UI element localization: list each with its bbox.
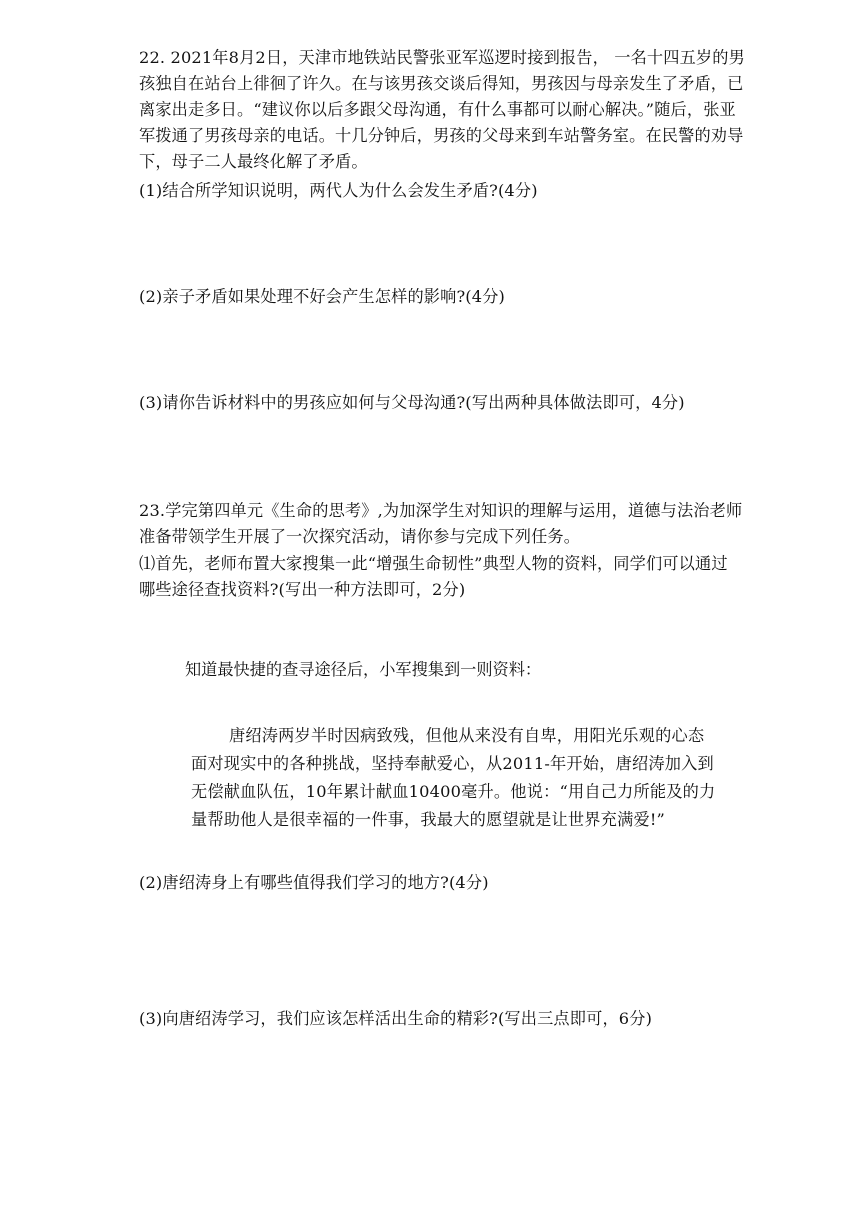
question-22-sub-2 xyxy=(139,284,803,310)
question-23-line-1: 23.学完第四单元《生命的思考》,为加深学生对知识的理解与运用，道德与法治老师 xyxy=(139,501,743,520)
question-23-sub-1 xyxy=(139,551,803,603)
question-23-sub-3 xyxy=(139,1006,803,1032)
question-23-sub-2 xyxy=(139,870,803,896)
material-line-4: 量帮助他人是很幸福的一件事，我最大的愿望就是让世界充满爱!” xyxy=(191,810,666,829)
question-22-sub-2-text: (2)亲子矛盾如果处理不好会产生怎样的影响?(4分) xyxy=(139,287,505,306)
question-22-sub-1-text: (1)结合所学知识说明，两代人为什么会发生矛盾?(4分) xyxy=(139,181,538,200)
material-line-2: 面对现实中的各种挑战，坚持奉献爱心，从2011-年开始，唐绍涛加入到 xyxy=(191,754,714,773)
material-lead-text: 知道最快捷的查寻途径后，小军搜集到一则资料： xyxy=(185,660,542,679)
question-23-stem xyxy=(139,498,803,550)
material-line-3: 无偿献血队伍，10年累计献血10400毫升。他说：“用自己力所能及的力 xyxy=(191,782,716,801)
question-23-sub-3-text: (3)向唐绍涛学习，我们应该怎样活出生命的精彩?(写出三点即可，6分) xyxy=(139,1009,653,1028)
question-23-sub-1-line-2: 哪些途径查找资料?(写出一种方法即可，2分) xyxy=(139,580,466,599)
question-22-line-4: 军拨通了男孩母亲的电话。十几分钟后，男孩的父母来到车站警务室。在民警的劝导 xyxy=(139,126,744,145)
question-22-line-5: 下，母子二人最终化解了矛盾。 xyxy=(139,152,368,171)
question-22-stem xyxy=(139,45,803,175)
question-22-sub-3 xyxy=(139,390,803,416)
question-23-sub-1-line-1: ⑴首先，老师布置大家搜集一此“增强生命韧性”典型人物的资料，同学们可以通过 xyxy=(139,554,728,573)
question-22-line-2: 孩独自在站台上徘徊了许久。在与该男孩交谈后得知，男孩因与母亲发生了矛盾，已 xyxy=(139,74,744,93)
question-22-sub-3-text: (3)请你告诉材料中的男孩应如何与父母沟通?(写出两种具体做法即可，4分) xyxy=(139,393,685,412)
question-22-line-3: 离家出走多日。“建议你以后多跟父母沟通，有什么事都可以耐心解决。”随后，张亚 xyxy=(139,100,736,119)
question-23-line-2: 准备带领学生开展了一次探究活动，请你参与完成下列任务。 xyxy=(139,527,581,546)
question-23-sub-2-text: (2)唐绍涛身上有哪些值得我们学习的地方?(4分) xyxy=(139,873,489,892)
question-22-line-1: 22. 2021年8月2日，天津市地铁站民警张亚军巡逻时接到报告， 一名十四五岁的男 xyxy=(139,48,745,67)
question-22-sub-1 xyxy=(139,178,803,204)
material-line-1: 唐绍涛两岁半时因病致残，但他从来没有自卑，用阳光乐观的心态 xyxy=(229,726,705,745)
material-passage xyxy=(191,722,811,834)
